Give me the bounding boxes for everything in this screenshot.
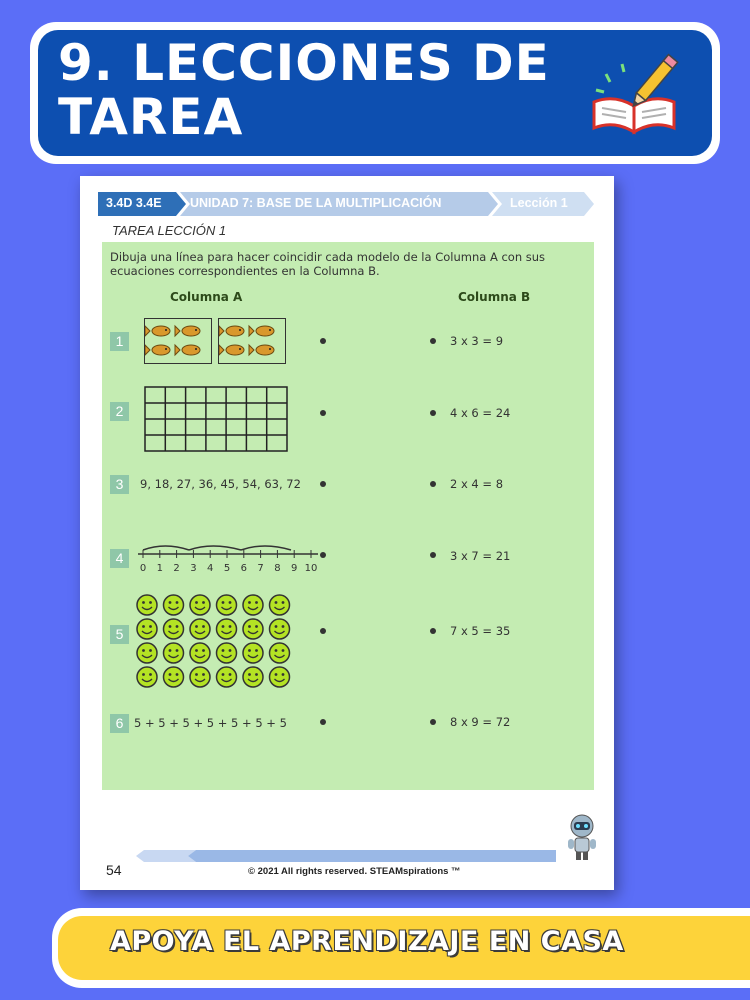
- column-a-header: Columna A: [170, 290, 243, 304]
- unit-header-bar: [98, 192, 594, 216]
- smiley-face-icon: [137, 595, 157, 615]
- smiley-face-icon: [190, 643, 210, 663]
- smiley-face-icon: [137, 643, 157, 663]
- page-number: 54: [106, 862, 122, 878]
- smiley-face-icon: [243, 595, 263, 615]
- smiley-face-icon: [190, 595, 210, 615]
- number-line-tick-label: 3: [190, 563, 197, 574]
- footer-strip: [136, 850, 556, 862]
- match-dot-a5[interactable]: [320, 628, 326, 634]
- smiley-face-icon: [137, 619, 157, 639]
- item-number-1: 1: [110, 332, 129, 351]
- number-line-tick-label: 0: [139, 563, 147, 574]
- number-line-tick-label: 10: [304, 563, 318, 574]
- smiley-face-icon: [270, 595, 290, 615]
- match-dot-b5[interactable]: [430, 628, 436, 634]
- title-line-1: 9. LECCIONES DE: [58, 34, 550, 92]
- robot-mascot-icon: [564, 812, 600, 862]
- number-line-tick-label: 5: [223, 563, 231, 574]
- footer-banner-text: APOYA EL APRENDIZAJE EN CASA: [110, 926, 624, 957]
- item-number-2: 2: [110, 402, 129, 421]
- item-number-3: 3: [110, 475, 129, 494]
- smiley-face-icon: [164, 667, 184, 687]
- equation-2: 4 x 6 = 24: [450, 406, 511, 420]
- number-line-tick-label: 8: [274, 563, 281, 574]
- homework-label: TAREA LECCIÓN 1: [112, 223, 227, 238]
- smiley-face-icon: [164, 595, 184, 615]
- smiley-face-icon: [190, 619, 210, 639]
- smiley-face-icon: [164, 643, 184, 663]
- smiley-face-icon: [243, 643, 263, 663]
- smiley-face-icon: [243, 619, 263, 639]
- title-line-2: TAREA: [58, 88, 244, 146]
- number-line-tick-label: 6: [240, 563, 247, 574]
- smiley-array: [136, 594, 296, 690]
- copyright-text: © 2021 All rights reserved. STEAMspirations ™: [248, 866, 461, 877]
- equation-3: 2 x 4 = 8: [450, 477, 504, 491]
- column-b-header: Columna B: [458, 290, 531, 304]
- smiley-face-icon: [217, 667, 237, 687]
- smiley-face-icon: [217, 643, 237, 663]
- book-pencil-icon: [588, 46, 684, 142]
- repeated-addition: 5 + 5 + 5 + 5 + 5 + 5 + 5: [134, 716, 287, 730]
- match-dot-b2[interactable]: [430, 410, 436, 416]
- smiley-face-icon: [217, 595, 237, 615]
- match-dot-b3[interactable]: [430, 481, 436, 487]
- item-number-6: 6: [110, 714, 129, 733]
- match-dot-a3[interactable]: [320, 481, 326, 487]
- worksheet-page: [80, 176, 614, 890]
- equation-1: 3 x 3 = 9: [450, 334, 504, 348]
- smiley-face-icon: [270, 643, 290, 663]
- fish-group-1: [144, 318, 212, 364]
- unit-code: 3.4D 3.4E: [106, 196, 162, 210]
- equation-5: 7 x 5 = 35: [450, 624, 511, 638]
- number-line-tick-label: 1: [156, 563, 163, 574]
- smiley-face-icon: [270, 619, 290, 639]
- unit-name: UNIDAD 7: BASE DE LA MULTIPLICACIÓN: [190, 196, 442, 210]
- match-dot-a4[interactable]: [320, 552, 326, 558]
- match-dot-b1[interactable]: [430, 338, 436, 344]
- item-number-5: 5: [110, 625, 129, 644]
- lesson-label: Lección 1: [510, 196, 568, 210]
- instructions-text: Dibuja una línea para hacer coincidir cada modelo de la Columna A con sus ecuaciones correspondientes en la Columna B.: [110, 250, 546, 278]
- number-line: [136, 540, 322, 576]
- match-dot-a6[interactable]: [320, 719, 326, 725]
- smiley-face-icon: [243, 667, 263, 687]
- smiley-face-icon: [137, 667, 157, 687]
- exercise-area: [102, 242, 594, 790]
- number-line-tick-label: 7: [257, 563, 264, 574]
- match-dot-a2[interactable]: [320, 410, 326, 416]
- smiley-face-icon: [190, 667, 210, 687]
- number-line-tick-label: 4: [207, 563, 214, 574]
- smiley-face-icon: [217, 619, 237, 639]
- match-dot-a1[interactable]: [320, 338, 326, 344]
- smiley-face-icon: [270, 667, 290, 687]
- equation-4: 3 x 7 = 21: [450, 549, 511, 563]
- match-dot-b6[interactable]: [430, 719, 436, 725]
- page-title: [58, 36, 618, 144]
- array-grid: [144, 386, 288, 452]
- number-line-tick-label: 9: [291, 563, 298, 574]
- fish-group-2: [218, 318, 286, 364]
- number-line-tick-label: 2: [173, 563, 180, 574]
- equation-6: 8 x 9 = 72: [450, 715, 511, 729]
- skip-count-sequence: 9, 18, 27, 36, 45, 54, 63, 72: [140, 477, 301, 491]
- match-dot-b4[interactable]: [430, 552, 436, 558]
- item-number-4: 4: [110, 549, 129, 568]
- smiley-face-icon: [164, 619, 184, 639]
